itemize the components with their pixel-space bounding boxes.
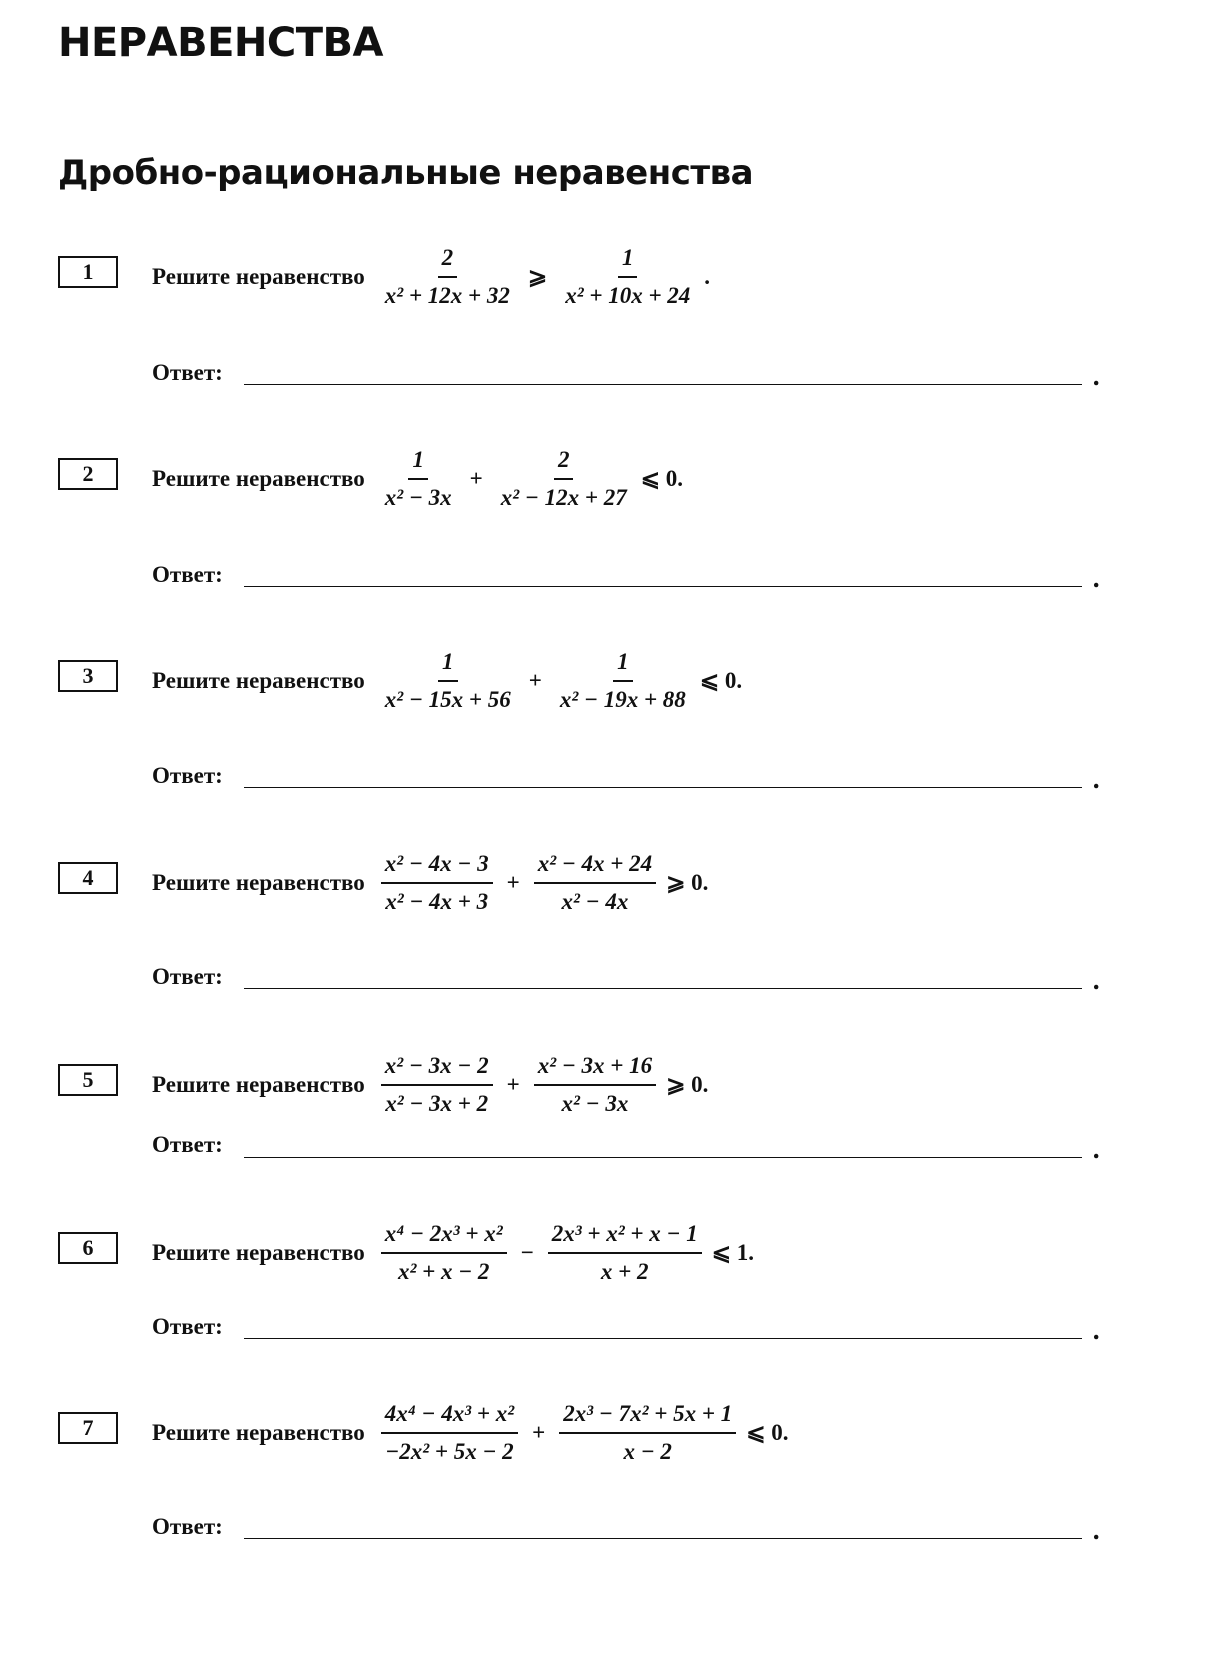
- operator: +: [532, 1420, 546, 1445]
- fraction-numerator: 2: [438, 240, 458, 278]
- task-number-box: 3: [58, 660, 118, 692]
- answer-field[interactable]: [244, 1157, 1082, 1158]
- task-number-box: 2: [58, 458, 118, 490]
- task-statement: [152, 1396, 788, 1470]
- fraction-2: [497, 442, 631, 516]
- task-prompt: Решите неравенство: [152, 1420, 365, 1445]
- fraction-1: [381, 1396, 518, 1470]
- inequality-tail: ⩽ 1.: [711, 1240, 754, 1265]
- fraction-denominator: x² − 3x: [561, 1091, 629, 1116]
- fraction-numerator: 2x³ − 7x² + 5x + 1: [559, 1396, 736, 1434]
- fraction-denominator: −2x² + 5x − 2: [385, 1439, 514, 1464]
- task-prompt: Решите неравенство: [152, 668, 365, 693]
- answer-label: Ответ:: [152, 1132, 223, 1157]
- fraction-denominator: x² − 3x + 2: [385, 1091, 489, 1116]
- fraction-denominator: x² − 4x + 3: [385, 889, 489, 914]
- answer-dot: .: [1092, 1135, 1101, 1164]
- answer-field[interactable]: [244, 1338, 1082, 1339]
- fraction-denominator: x − 2: [623, 1439, 672, 1464]
- answer-label: Ответ:: [152, 964, 223, 989]
- fraction-2: [559, 1396, 736, 1470]
- fraction-2: [561, 240, 694, 314]
- operator: +: [528, 668, 542, 693]
- task-prompt: Решите неравенство: [152, 1240, 365, 1265]
- fraction-1: [381, 846, 493, 920]
- fraction-denominator: x² + 12x + 32: [384, 283, 510, 308]
- task-statement: [152, 1048, 708, 1122]
- fraction-numerator: x² − 4x − 3: [381, 846, 493, 884]
- answer-label: Ответ:: [152, 360, 223, 385]
- answer-dot: .: [1092, 564, 1101, 593]
- answer-field[interactable]: [244, 586, 1082, 587]
- answer-dot: .: [1092, 966, 1101, 995]
- task-number-box: 1: [58, 256, 118, 288]
- task-number-box: 4: [58, 862, 118, 894]
- answer-label: Ответ:: [152, 1514, 223, 1539]
- fraction-denominator: x² + x − 2: [397, 1259, 490, 1284]
- answer-dot: .: [1092, 765, 1101, 794]
- task-statement: [152, 846, 708, 920]
- answer-dot: .: [1092, 362, 1101, 391]
- fraction-denominator: x² − 3x: [384, 485, 452, 510]
- fraction-numerator: 1: [613, 644, 633, 682]
- fraction-denominator: x² + 10x + 24: [565, 283, 691, 308]
- task-prompt: Решите неравенство: [152, 264, 365, 289]
- task-number-box: 7: [58, 1412, 118, 1444]
- fraction-denominator: x² − 4x: [561, 889, 629, 914]
- task-statement: [152, 442, 683, 516]
- fraction-numerator: x² − 3x + 16: [534, 1048, 656, 1086]
- operator: +: [469, 466, 483, 491]
- inequality-tail: ⩾ 0.: [666, 870, 709, 895]
- fraction-denominator: x² − 15x + 56: [384, 687, 511, 712]
- section-title: Дробно-рациональные неравенства: [58, 153, 754, 193]
- fraction-2: [534, 846, 656, 920]
- fraction-numerator: 1: [408, 442, 428, 480]
- inequality-tail: .: [704, 264, 711, 289]
- operator: ⩾: [527, 264, 548, 289]
- fraction-1: [381, 1048, 493, 1122]
- operator: +: [506, 1072, 520, 1097]
- answer-label: Ответ:: [152, 1314, 223, 1339]
- fraction-numerator: 2x³ + x² + x − 1: [548, 1216, 702, 1254]
- fraction-2: [534, 1048, 656, 1122]
- answer-field[interactable]: [244, 1538, 1082, 1539]
- task-prompt: Решите неравенство: [152, 466, 365, 491]
- task-statement: [152, 240, 710, 314]
- task-prompt: Решите неравенство: [152, 1072, 365, 1097]
- fraction-numerator: x² − 3x − 2: [381, 1048, 493, 1086]
- task-statement: [152, 644, 742, 718]
- fraction-numerator: 1: [618, 240, 638, 278]
- answer-field[interactable]: [244, 384, 1082, 385]
- fraction-2: [548, 1216, 702, 1290]
- fraction-1: [381, 442, 456, 516]
- answer-label: Ответ:: [152, 763, 223, 788]
- operator: +: [506, 870, 520, 895]
- answer-dot: .: [1092, 1316, 1101, 1345]
- task-number-box: 5: [58, 1064, 118, 1096]
- fraction-numerator: x² − 4x + 24: [534, 846, 656, 884]
- inequality-tail: ⩽ 0.: [699, 668, 743, 693]
- task-number-box: 6: [58, 1232, 118, 1264]
- fraction-numerator: 4x⁴ − 4x³ + x²: [381, 1396, 518, 1434]
- task-statement: [152, 1216, 754, 1290]
- fraction-denominator: x² − 19x + 88: [559, 687, 686, 712]
- fraction-numerator: 2: [554, 442, 574, 480]
- operator: −: [520, 1240, 534, 1265]
- fraction-1: [381, 240, 514, 314]
- inequality-tail: ⩽ 0.: [746, 1420, 789, 1445]
- fraction-2: [556, 644, 690, 718]
- inequality-tail: ⩽ 0.: [640, 466, 683, 491]
- answer-dot: .: [1092, 1516, 1101, 1545]
- fraction-denominator: x² − 12x + 27: [500, 485, 627, 510]
- answer-field[interactable]: [244, 787, 1082, 788]
- fraction-numerator: x⁴ − 2x³ + x²: [381, 1216, 507, 1254]
- page-title: НЕРАВЕНСТВА: [58, 20, 383, 66]
- fraction-numerator: 1: [438, 644, 458, 682]
- answer-field[interactable]: [244, 988, 1082, 989]
- answer-label: Ответ:: [152, 562, 223, 587]
- inequality-tail: ⩾ 0.: [666, 1072, 709, 1097]
- task-prompt: Решите неравенство: [152, 870, 365, 895]
- fraction-1: [381, 1216, 507, 1290]
- fraction-denominator: x + 2: [600, 1259, 649, 1284]
- fraction-1: [381, 644, 515, 718]
